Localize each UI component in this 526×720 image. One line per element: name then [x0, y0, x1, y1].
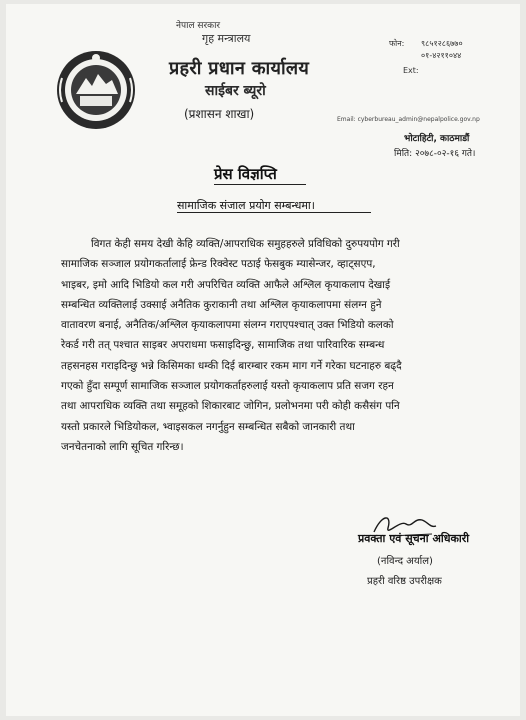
- phone-number-1: ९८५१२८६७७०: [421, 39, 463, 48]
- body-line: गएको हुँदा सम्पूर्ण सामाजिक सञ्जाल प्रयोगकर्ताहरुलाई यस्तो कृयाकलाप प्रति सजग रहन: [61, 380, 394, 393]
- letter-date: मिति: २०७८-०२-१६ गते।: [394, 149, 476, 159]
- body-line: सम्बन्धित व्यक्तिलाई उक्साई अनैतिक कुराकानी तथा अश्लिल कृयाकलापमा संलग्न हुने: [61, 298, 382, 311]
- body-line: भाइबर, इमो आदि भिडियो कल गरी अपरिचित व्यक्ति आफैले अश्लिल कृयाकलाप देखाई: [61, 278, 391, 291]
- section-label: (प्रशासन शाखा): [184, 107, 255, 121]
- title-underline: [214, 184, 306, 185]
- body-line: तथा आपराधिक व्यक्ति तथा समूहको शिकारबाट जोगिन, प्रलोभनमा परी कोही कसैसंग पनि: [61, 400, 400, 413]
- signatory-name: (नविन्द अर्याल): [377, 556, 433, 567]
- body-line: जनचेतनाको लागि सूचित गरिन्छ।: [61, 440, 184, 453]
- phone-label: फोन:: [389, 39, 405, 48]
- office-title: प्रहरी प्रधान कार्यालय: [169, 58, 310, 79]
- nepal-police-emblem-icon: [54, 48, 138, 132]
- office-address: भोटाहिटी, काठमाडौं: [404, 134, 470, 144]
- ministry-label: गृह मन्त्रालय: [202, 32, 251, 45]
- body-line: तहसनहस गराइदिन्छु भन्ने किसिमका धम्की दिई बारम्बार रकम माग गर्ने गरेका घटनाहरु बढ्दै: [61, 359, 402, 372]
- notice-body: [61, 234, 483, 457]
- bureau-title: साईबर ब्यूरो: [205, 83, 266, 99]
- body-line: विगत केही समय देखी केहि व्यक्ति/आपराधिक समुहहरुले प्रविधिको दुरुपयपोग गरी: [91, 238, 400, 250]
- notice-subject: सामाजिक संजाल प्रयोग सम्बन्धमा।: [177, 199, 315, 212]
- signatory-rank: प्रहरी वरिष्ठ उपरीक्षक: [367, 576, 442, 587]
- body-line: रेकर्ड गरी तत् पश्चात साइबर अपराधमा फसाइदिन्छु, सामाजिक तथा पारिवारिक सम्बन्ध: [61, 339, 385, 352]
- government-label: नेपाल सरकार: [176, 21, 221, 31]
- notice-title: प्रेस विज्ञप्ति: [214, 165, 277, 183]
- signatory-designation: प्रवक्ता एवं सूचना अधिकारी: [358, 532, 470, 545]
- email-address: Email: cyberbureau_admin@nepalpolice.gov.np: [337, 116, 480, 123]
- ext-label: Ext:: [403, 66, 419, 75]
- body-line: वातावरण बनाई, अनैतिक/अश्लिल कृयाकलापमा संलग्न गराएपश्चात् उक्त भिडियो कलको: [61, 319, 394, 332]
- body-line: सामाजिक सञ्जाल प्रयोगकर्तालाई फ्रेन्ड रिक्वेस्ट पठाई फेसबुक म्यासेन्जर, व्हाट्सएप,: [61, 258, 376, 271]
- phone-number-2: ०१-४२११०४४: [421, 51, 462, 60]
- body-line: यस्तो प्रकारले भिडियोकल, भ्वाइसकल नगर्नुहुन सम्बन्धित सबैको जानकारी तथा: [61, 420, 355, 433]
- subject-underline: [177, 212, 371, 213]
- letter-page: [6, 4, 520, 716]
